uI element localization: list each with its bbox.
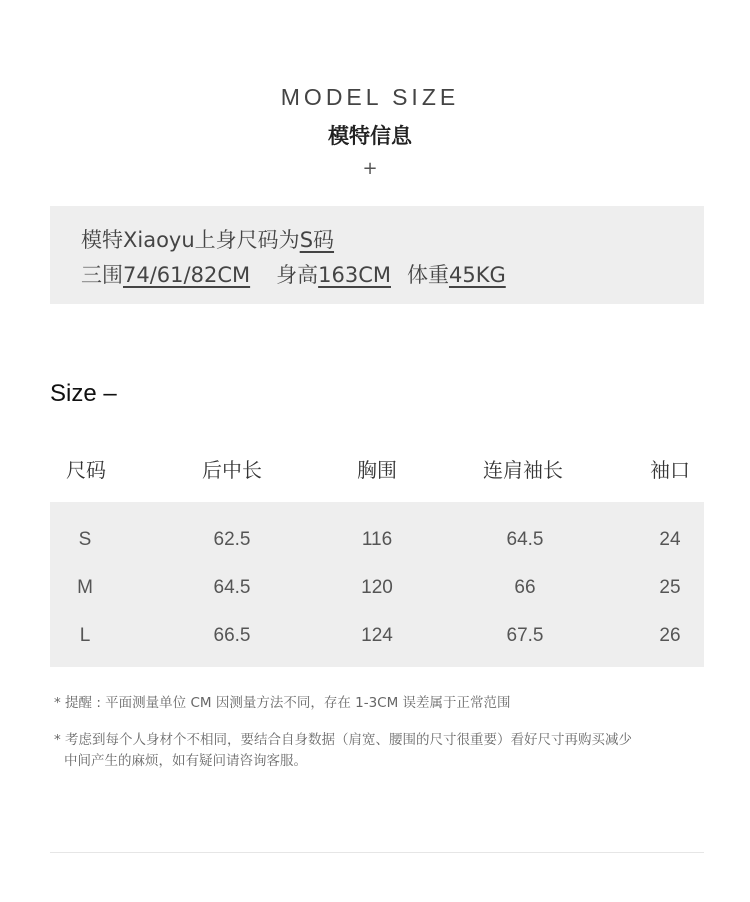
- table-cell: 64.5: [506, 529, 544, 550]
- table-cell: 116: [361, 529, 393, 550]
- measurement-note: * 提醒 : 平面测量单位 CM 因测量方法不同，存在 1-3CM 误差属于正常范围: [54, 695, 511, 711]
- table-cell: L: [79, 625, 91, 646]
- bust-label: 三围: [81, 263, 123, 287]
- table-cell: 120: [361, 577, 393, 598]
- table-cell: 64.5: [213, 577, 251, 598]
- table-cell: S: [78, 529, 92, 550]
- table-cell: 25: [659, 577, 681, 598]
- size-advice-line-1: * 考虑到每个人身材个不相同，要结合自身数据（肩宽、腰围的尺寸很重要）看好尺寸再购买减少: [54, 732, 633, 748]
- model-info-box: [50, 206, 704, 304]
- size-table-body: [50, 502, 704, 667]
- title-chinese: 模特信息: [328, 124, 412, 148]
- table-cell: 124: [361, 625, 393, 646]
- column-header-back-length: 后中长: [202, 458, 262, 482]
- size-heading: Size –: [50, 380, 117, 407]
- table-cell: 24: [659, 529, 681, 550]
- column-header-sleeve-length: 连肩袖长: [483, 458, 563, 482]
- height-label: 身高: [276, 263, 319, 287]
- model-size-prefix: 模特Xiaoyu上身尺码为: [81, 228, 300, 252]
- table-cell: 66.5: [213, 625, 251, 646]
- plus-icon: +: [362, 158, 378, 179]
- weight-value: 45KG: [448, 263, 506, 287]
- table-cell: M: [77, 577, 93, 598]
- table-cell: 66: [514, 577, 536, 598]
- table-cell: 67.5: [506, 625, 544, 646]
- size-advice-line-2: 中间产生的麻烦，如有疑问请咨询客服。: [64, 753, 307, 769]
- height-value: 163CM: [318, 263, 391, 287]
- title-english: MODEL SIZE: [280, 84, 460, 110]
- column-header-cuff: 袖口: [650, 458, 690, 482]
- model-measurements-line: [81, 259, 506, 289]
- table-cell: 62.5: [213, 529, 251, 550]
- bottom-divider: [50, 852, 704, 853]
- model-size-value: S码: [299, 228, 335, 252]
- bust-value: 74/61/82CM: [123, 263, 251, 287]
- column-header-chest: 胸围: [357, 458, 397, 482]
- size-advice-note: [54, 730, 694, 772]
- table-cell: 26: [659, 625, 681, 646]
- model-size-line: [81, 224, 334, 254]
- column-header-size: 尺码: [66, 458, 106, 482]
- weight-label: 体重: [406, 263, 449, 287]
